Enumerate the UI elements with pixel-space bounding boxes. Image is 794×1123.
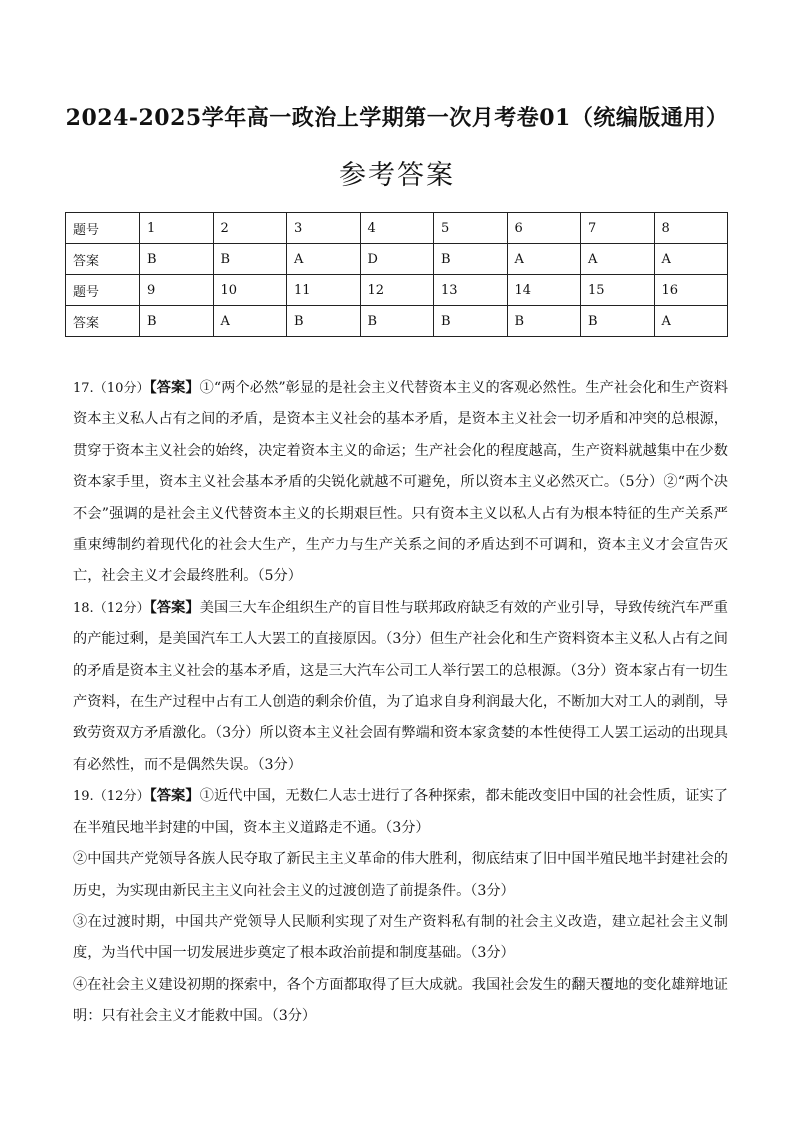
question-18 [73, 593, 728, 781]
answer-table-cell: 16 [654, 275, 728, 306]
answer-table-cell: 1 [140, 213, 214, 244]
question-19-point-4: ④在社会主义建设初期的探索中，各个方面都取得了巨大成就。我国社会发生的翻天覆地的变化雄辩地证明：只有社会主义才能救中国。（3分） [73, 976, 728, 1025]
answer-table-cell: A [213, 306, 287, 337]
answer-table-cell: 9 [140, 275, 214, 306]
answer-table-cell: 14 [507, 275, 581, 306]
document-title: 2024-2025学年高一政治上学期第一次月考卷01（统编版通用） [65, 105, 729, 131]
question-prefix: 19.（12分） [73, 789, 150, 805]
answer-label: 【答案】 [149, 599, 200, 616]
answer-table-row [66, 306, 728, 337]
answer-table-cell: B [360, 306, 434, 337]
answer-table-cell: A [287, 244, 361, 275]
answer-table-cell: 3 [287, 213, 361, 244]
row-label-cell: 题号 [66, 275, 140, 306]
question-19 [73, 781, 728, 844]
answer-table-cell: 7 [581, 213, 655, 244]
answer-table-cell: A [507, 244, 581, 275]
answer-table-cell: B [213, 244, 287, 275]
row-label-cell: 题号 [66, 213, 140, 244]
question-17 [73, 373, 728, 593]
answer-text: 美国三大车企组织生产的盲目性与联邦政府缺乏有效的产业引导，导致传统汽车严重的产能过剩，是美国汽车工人大罢工的直接原因。（3分）但生产社会化和生产资料资本主义私人占有之间的矛盾是资本主义社会的基本矛盾，这是三大汽车公司工人举行罢工的总根源。（3分）资本家占有一切生产资料，在生产过程中占有工人创造的剩余价值，为了追求自身利润最大化，不断加大对工人的剥削，导致劳资双方矛盾激化。（3分）所以资本主义社会固有弊端和资本家贪婪的本性使得工人罢工运动的出现具有必然性，而不是偶然失误。（3分） [73, 599, 728, 773]
answer-table-cell: 15 [581, 275, 655, 306]
answer-text: ①近代中国，无数仁人志士进行了各种探索，都未能改变旧中国的社会性质，证实了在半殖民地半封建的中国，资本主义道路走不通。（3分） [73, 788, 728, 836]
question-19-point-2: ②中国共产党领导各族人民夺取了新民主主义革命的伟大胜利，彻底结束了旧中国半殖民地半封建社会的历史，为实现由新民主主义向社会主义的过渡创造了前提条件。（3分） [73, 851, 728, 899]
answer-table-cell: 5 [434, 213, 508, 244]
answer-table-cell: A [654, 306, 728, 337]
answer-table-cell: 2 [213, 213, 287, 244]
answer-table-cell: B [507, 306, 581, 337]
answer-content [73, 373, 728, 1033]
answer-table-cell: 8 [654, 213, 728, 244]
answer-table-row [66, 213, 728, 244]
answer-table-cell: B [287, 306, 361, 337]
row-label-cell: 答案 [66, 244, 140, 275]
answer-table-body [66, 213, 728, 337]
row-label-cell: 答案 [66, 306, 140, 337]
document-subtitle: 参考答案 [339, 160, 455, 191]
answer-table-cell: B [140, 244, 214, 275]
answer-table [65, 212, 728, 337]
answer-label: 【答案】 [149, 380, 200, 396]
question-19-point-3: ③在过渡时期，中国共产党领导人民顺利实现了对生产资料私有制的社会主义改造，建立起社会主义制度，为当代中国一切发展进步奠定了根本政治前提和制度基础。（3分） [73, 913, 728, 962]
answer-table-cell: 10 [213, 275, 287, 306]
question-prefix: 17.（10分） [73, 381, 150, 396]
question-prefix: 18.（12分） [73, 600, 150, 616]
answer-label: 【答案】 [149, 788, 200, 805]
answer-table-cell: B [434, 244, 508, 275]
answer-table-cell: 11 [287, 275, 361, 306]
answer-table-cell: 6 [507, 213, 581, 244]
answer-table-cell: B [581, 306, 655, 337]
answer-table-cell: B [140, 306, 214, 337]
answer-table-cell: 12 [360, 275, 434, 306]
answer-table-cell: D [360, 244, 434, 275]
answer-text: ①“两个必然”彰显的是社会主义代替资本主义的客观必然性。生产社会化和生产资料资本主义私人占有之间的矛盾，是资本主义社会的基本矛盾，是资本主义社会一切矛盾和冲突的总根源，贯穿于资本主义社会的始终，决定着资本主义的命运；生产社会化的程度越高，生产资料就越集中在少数资本家手里，资本主义社会基本矛盾的尖锐化就越不可避免，所以资本主义必然灭亡。（5分）②“两个决不会”强调的是社会主义代替资本主义的长期艰巨性。只有资本主义以私人占有为根本特征的生产关系严重束缚制约着现代化的社会大生产，生产力与生产关系之间的矛盾达到不可调和，资本主义才会宣告灭亡，社会主义才会最终胜利。（5分） [73, 380, 729, 585]
answer-table-cell: 4 [360, 213, 434, 244]
answer-table-cell: 13 [434, 275, 508, 306]
answer-table-cell: B [434, 306, 508, 337]
answer-table-cell: A [654, 244, 728, 275]
answer-table-row [66, 244, 728, 275]
answer-table-row [66, 275, 728, 306]
answer-table-cell: A [581, 244, 655, 275]
